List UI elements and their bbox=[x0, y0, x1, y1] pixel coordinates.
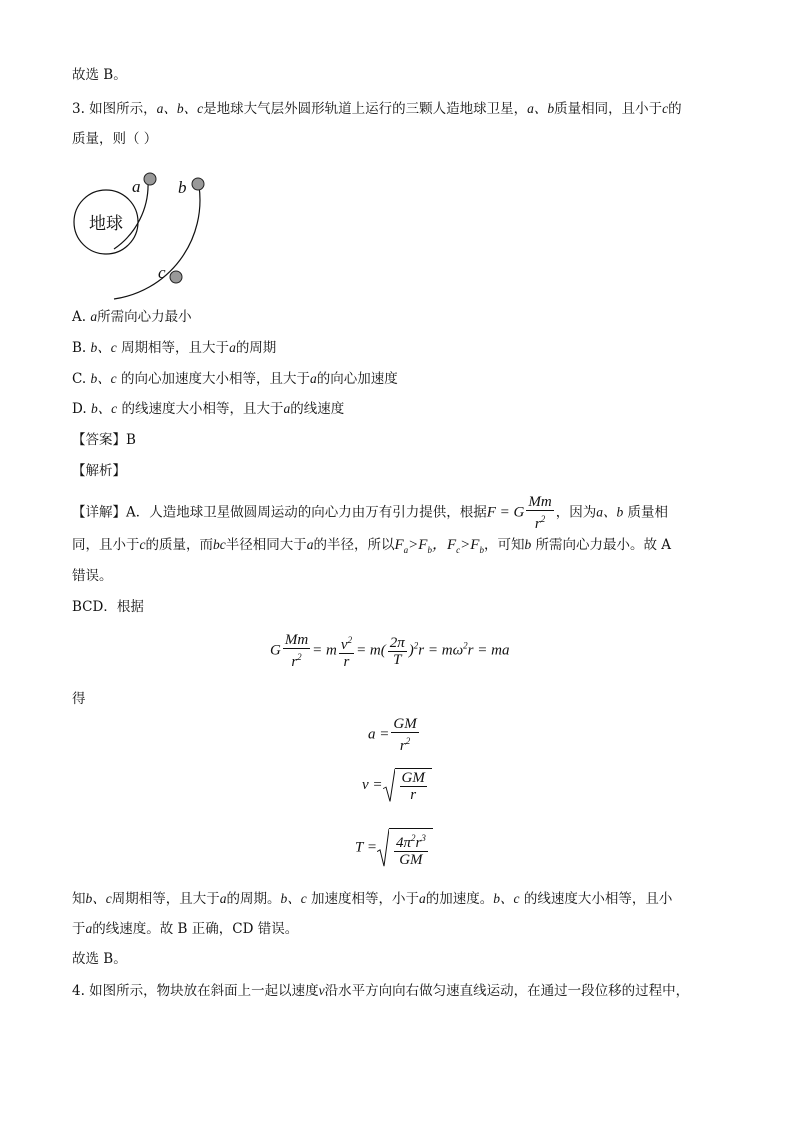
var: b bbox=[524, 537, 532, 552]
text: D. bbox=[72, 401, 87, 417]
text: 故选 B。 bbox=[72, 67, 127, 83]
math: F = G bbox=[486, 504, 525, 521]
var: a bbox=[306, 537, 314, 552]
op: ， bbox=[431, 537, 447, 553]
exp: 3 bbox=[421, 833, 426, 843]
var: b、c bbox=[90, 340, 117, 355]
math: v = bbox=[362, 776, 383, 793]
text: ，可知 bbox=[483, 537, 525, 553]
satellite-b bbox=[192, 178, 204, 190]
var: c bbox=[139, 537, 146, 552]
sub: b bbox=[479, 545, 484, 555]
detail-line-3 bbox=[72, 567, 113, 585]
radicand bbox=[389, 828, 433, 868]
text: 错误。 bbox=[72, 568, 113, 584]
denominator bbox=[526, 511, 553, 532]
fraction bbox=[526, 494, 553, 532]
satellite-a bbox=[144, 173, 156, 185]
var: a bbox=[309, 371, 317, 386]
bcd-line bbox=[72, 598, 144, 616]
satellite-c bbox=[170, 271, 182, 283]
math-f: F bbox=[418, 537, 428, 553]
numerator: GM bbox=[401, 770, 425, 786]
math-f: F bbox=[394, 537, 404, 553]
text: 的线速度大小相等，且小 bbox=[523, 891, 673, 907]
text: 3. 如图所示， bbox=[72, 101, 157, 117]
denominator: GM bbox=[399, 852, 423, 868]
var: b、c bbox=[493, 891, 520, 906]
var: b、c bbox=[90, 401, 118, 416]
text: 的质量，而 bbox=[145, 537, 213, 553]
text: C. bbox=[72, 371, 87, 387]
text: 4. 如图所示，物块放在斜面上一起以速度 bbox=[72, 983, 319, 999]
text: 的半径，所以 bbox=[313, 537, 395, 553]
var: b、c bbox=[280, 891, 307, 906]
numerator: GM bbox=[393, 716, 417, 732]
label-a: a bbox=[132, 177, 141, 196]
exp: 2 bbox=[540, 514, 546, 524]
numerator bbox=[339, 632, 354, 654]
text: 的 bbox=[668, 101, 682, 117]
question-4-stem bbox=[72, 982, 689, 1000]
math-r: r bbox=[399, 738, 406, 754]
text: 【详解】A．人造地球卫星做圆周运动的向心力由万有引力提供，根据 bbox=[72, 504, 487, 521]
denominator: r bbox=[343, 654, 350, 670]
analysis-heading bbox=[72, 462, 126, 480]
numerator: Mm bbox=[528, 494, 552, 510]
text: 的线速度大小相等，且大于 bbox=[121, 401, 284, 417]
option-c bbox=[72, 370, 398, 388]
var: a bbox=[229, 340, 236, 355]
text: A. bbox=[72, 309, 87, 325]
math: = m( bbox=[356, 642, 386, 659]
text: 于 bbox=[72, 921, 86, 937]
var: a bbox=[85, 921, 93, 936]
numerator bbox=[394, 830, 428, 852]
math: T = bbox=[355, 839, 377, 856]
var: v bbox=[318, 983, 325, 998]
eq-T bbox=[355, 828, 433, 868]
fraction bbox=[388, 635, 407, 668]
denominator bbox=[391, 733, 418, 754]
sub: a bbox=[403, 545, 409, 555]
math-r: r bbox=[534, 516, 541, 532]
var: a bbox=[283, 401, 291, 416]
math-r: r bbox=[291, 654, 298, 670]
exp: 2 bbox=[413, 640, 419, 651]
text: 所需向心力最小。故 A bbox=[535, 537, 672, 553]
denominator bbox=[283, 649, 310, 670]
eq-a bbox=[368, 716, 421, 754]
sqrt bbox=[377, 828, 433, 868]
fraction bbox=[394, 830, 428, 868]
text: 的向心加速度大小相等，且大于 bbox=[120, 371, 310, 387]
numerator: Mm bbox=[284, 632, 309, 648]
op: > bbox=[408, 537, 419, 553]
text: 的周期。 bbox=[226, 891, 281, 907]
option-a bbox=[72, 308, 192, 326]
var: a、b、c bbox=[156, 101, 204, 116]
label-c: c bbox=[158, 263, 166, 282]
detail-line-2 bbox=[72, 536, 671, 559]
text: 质量相同，且小于 bbox=[554, 101, 663, 117]
var: a、b bbox=[596, 504, 624, 520]
inequality bbox=[395, 537, 484, 553]
fraction bbox=[283, 632, 310, 670]
text: 半径相同大于 bbox=[225, 537, 307, 553]
math: r = ma bbox=[467, 642, 510, 659]
denominator: r bbox=[410, 787, 417, 803]
radical-sign bbox=[383, 768, 395, 803]
fraction bbox=[391, 716, 418, 754]
sub: c bbox=[456, 545, 461, 555]
eq-v bbox=[362, 768, 432, 803]
var: b、c bbox=[85, 891, 112, 906]
text: 的线速度。故 B 正确，CD 错误。 bbox=[92, 921, 299, 937]
text: 所需向心力最小 bbox=[97, 309, 192, 325]
text: 同，且小于 bbox=[72, 537, 140, 553]
de-line bbox=[72, 690, 86, 708]
text: 知 bbox=[72, 891, 86, 907]
var: a bbox=[90, 309, 98, 324]
math-f: F bbox=[470, 537, 480, 553]
outer-orbit bbox=[114, 186, 200, 299]
radicand bbox=[395, 768, 432, 803]
text: 周期相等，且大于 bbox=[121, 340, 230, 356]
final-choice bbox=[72, 950, 127, 968]
math-4pi: 4π bbox=[395, 835, 411, 851]
text: 【答案】B bbox=[72, 432, 136, 448]
text: 周期相等，且大于 bbox=[111, 891, 220, 907]
text: 质量相 bbox=[627, 504, 668, 521]
exp: 2 bbox=[463, 640, 468, 651]
text: 加速度相等，小于 bbox=[311, 891, 420, 907]
text: 质量，则（ ） bbox=[72, 131, 158, 147]
denominator: T bbox=[393, 651, 402, 668]
label-b: b bbox=[178, 178, 187, 197]
sqrt bbox=[383, 768, 432, 803]
math-v: v bbox=[340, 637, 348, 653]
text: 的加速度。 bbox=[425, 891, 494, 907]
radical-sign bbox=[377, 828, 389, 868]
numerator: 2π bbox=[389, 634, 405, 651]
var: a、b bbox=[527, 101, 555, 116]
text: 的周期 bbox=[235, 340, 277, 356]
var: a bbox=[419, 891, 426, 906]
var: b、c bbox=[90, 371, 117, 386]
conclusion-line-2 bbox=[72, 920, 298, 938]
math: = m bbox=[312, 642, 337, 659]
text: ，因为 bbox=[555, 504, 597, 521]
math-r: r bbox=[415, 835, 422, 851]
answer bbox=[72, 431, 136, 449]
question-3-stem bbox=[72, 100, 682, 118]
option-b bbox=[72, 339, 276, 357]
sub: b bbox=[427, 545, 432, 555]
math: a = bbox=[368, 726, 390, 743]
text: 沿水平方向向右做匀速直线运动，在通过一段位移的过程中， bbox=[324, 983, 690, 999]
question-3-stem-2 bbox=[72, 130, 157, 148]
exp: 2 bbox=[297, 652, 302, 662]
exp: 2 bbox=[410, 833, 416, 843]
text: 得 bbox=[72, 691, 86, 707]
earth-label: 地球 bbox=[89, 214, 123, 234]
math: G bbox=[270, 642, 281, 659]
text: 的向心加速度 bbox=[316, 371, 398, 387]
orbit-figure bbox=[66, 160, 226, 305]
math: r = mω bbox=[418, 642, 464, 659]
text: 【解析】 bbox=[72, 463, 126, 479]
math: ) bbox=[408, 642, 414, 659]
math-f: F bbox=[446, 537, 457, 553]
op: > bbox=[460, 537, 471, 553]
var: c bbox=[662, 101, 669, 116]
text: 的线速度 bbox=[290, 401, 345, 417]
text: B. bbox=[72, 340, 87, 356]
detail-line-1 bbox=[72, 494, 668, 532]
exp: 2 bbox=[347, 635, 353, 645]
exp: 2 bbox=[405, 736, 411, 746]
var: bc bbox=[213, 537, 226, 552]
main-equation bbox=[270, 632, 509, 670]
fraction bbox=[339, 632, 354, 670]
option-d bbox=[72, 400, 344, 418]
text: 是地球大气层外圆形轨道上运行的三颗人造地球卫星， bbox=[203, 101, 528, 117]
text-line bbox=[72, 66, 127, 84]
conclusion-line-1 bbox=[72, 890, 672, 908]
fraction bbox=[400, 770, 427, 803]
var: a bbox=[219, 891, 227, 906]
text: BCD．根据 bbox=[72, 599, 144, 615]
text: 故选 B。 bbox=[72, 951, 127, 967]
